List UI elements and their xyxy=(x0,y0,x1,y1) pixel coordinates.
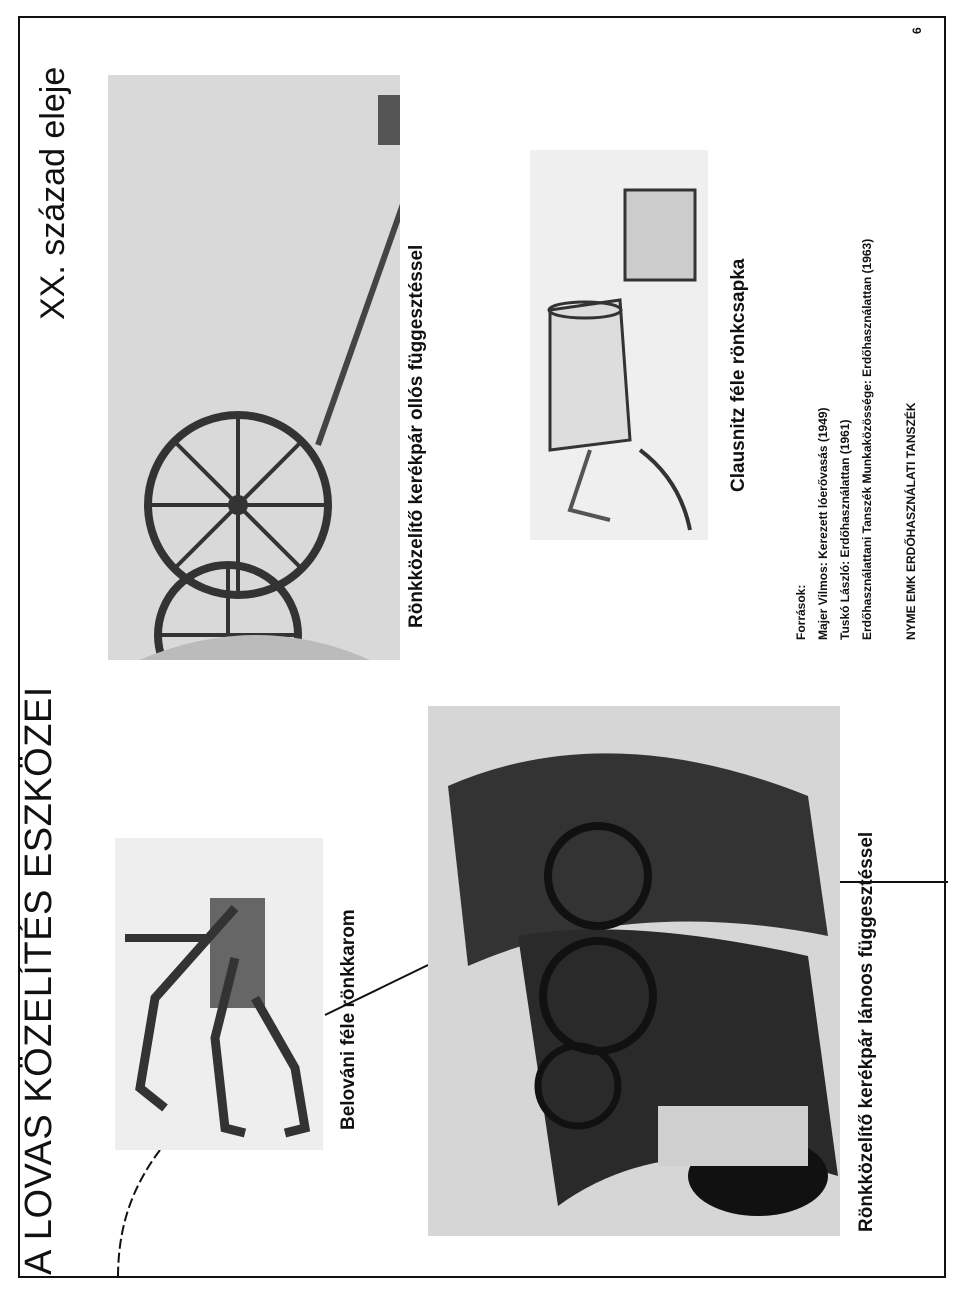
cap-photo xyxy=(530,150,708,540)
source-line: Majer Vilmos: Kerezett lóerővasás (1949) xyxy=(816,407,830,640)
sources-heading: Források: xyxy=(794,584,808,640)
page-title: A LOVAS KÖZELÍTÉS ESZKÖZEI xyxy=(18,686,60,1275)
source-line: Tuskó László: Erdőhasználattan (1961) xyxy=(838,419,852,640)
page-number: 6 xyxy=(910,27,924,34)
source-line: Erdőhasználattani Tanszék Munkaközössége: Erdőhasználattan (1963) xyxy=(860,238,874,640)
period-heading: XX. század eleje xyxy=(34,66,72,320)
sources-block xyxy=(790,239,922,640)
wheels-chain-photo xyxy=(428,706,840,1236)
wheels-chain-caption: Rönkközelítő kerékpár lánoos függesztéssel xyxy=(856,831,877,1232)
wheels-tongs-caption: Rönkközelítő kerékpár ollós függesztéssel xyxy=(406,244,427,628)
institution-line: NYME EMK ERDŐHASZNÁLATI TANSZÉK xyxy=(904,402,918,640)
cap-caption: Clausnitz féle rönkcsapka xyxy=(728,258,749,492)
claws-photo xyxy=(115,838,323,1150)
wheels-tongs-photo xyxy=(108,75,400,660)
claws-caption: Belováni féle rönkkarom xyxy=(338,909,359,1130)
